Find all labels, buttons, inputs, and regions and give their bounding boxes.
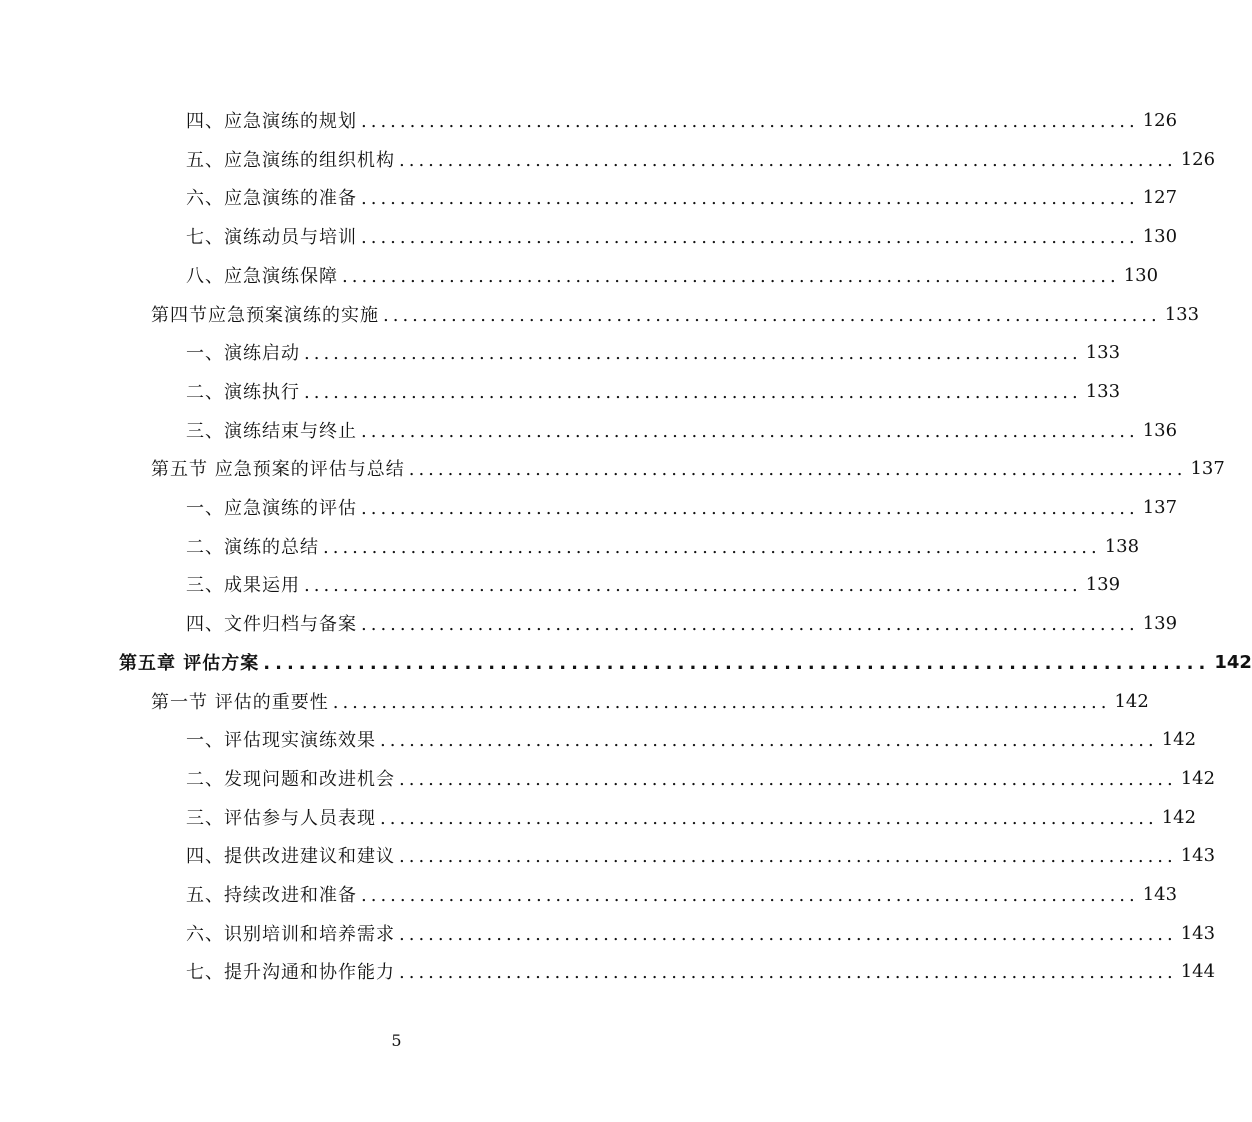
toc-dot-leader: ................................................................................ [399, 149, 1177, 171]
toc-entry-title: 二、发现问题和改进机会 [186, 769, 395, 790]
toc-dot-leader: ................................................................................ [361, 110, 1139, 132]
toc-entry-page: 142 [1180, 767, 1216, 789]
toc-dot-leader: ................................................................................ [361, 613, 1139, 635]
toc-entry-title: 三、成果运用 [186, 575, 300, 596]
toc-entry-title: 二、演练执行 [186, 382, 300, 403]
toc-dot-leader: ................................................................................ [304, 342, 1082, 364]
toc-entry-title: 三、演练结束与终止 [186, 421, 357, 442]
toc-dot-leader: ................................................................................ [408, 458, 1187, 480]
toc-entry-title: 八、应急演练保障 [186, 266, 338, 287]
toc-dot-leader: ................................................................................ [342, 265, 1120, 287]
toc-entry-title: 四、提供改进建议和建议 [186, 846, 395, 867]
toc-entry-page: 138 [1104, 535, 1140, 557]
toc-entry-page: 144 [1180, 960, 1216, 982]
toc-entry-page: 130 [1123, 264, 1159, 286]
toc-dot-leader: ................................................................................ [361, 226, 1139, 248]
toc-dot-leader: ................................................................................ [332, 691, 1111, 713]
toc-entry-page: 130 [1142, 225, 1178, 247]
toc-dot-leader: ................................................................................ [323, 536, 1101, 558]
toc-entry-title: 五、应急演练的组织机构 [186, 150, 395, 171]
toc-entry-page: 133 [1164, 303, 1200, 325]
toc-entry-page: 126 [1180, 148, 1216, 170]
toc-entry-title: 第五章 评估方案 [119, 653, 260, 674]
toc-dot-leader: ................................................................................ [263, 652, 1211, 674]
toc-entry-chapter[interactable] [119, 643, 1252, 681]
toc-dot-leader: ................................................................................ [304, 574, 1082, 596]
toc-entry-title: 第四节应急预案演练的实施 [151, 305, 379, 326]
toc-dot-leader: ................................................................................ [383, 304, 1161, 326]
toc-entry-page: 143 [1142, 883, 1178, 905]
toc-entry-item[interactable] [186, 527, 1140, 565]
toc-entry-section[interactable] [151, 682, 1149, 720]
toc-entry-item[interactable] [186, 836, 1216, 874]
toc-dot-leader: ................................................................................ [380, 807, 1158, 829]
toc-entry-page: 126 [1142, 109, 1178, 131]
toc-entry-item[interactable] [186, 140, 1216, 178]
toc-entry-item[interactable] [186, 565, 1121, 603]
toc-entry-page: 142 [1161, 806, 1197, 828]
toc-entry-title: 五、持续改进和准备 [186, 885, 357, 906]
toc-entry-title: 第五节 应急预案的评估与总结 [151, 459, 405, 480]
toc-entry-title: 七、提升沟通和协作能力 [186, 962, 395, 983]
toc-entry-page: 136 [1142, 419, 1178, 441]
toc-entry-title: 七、演练动员与培训 [186, 227, 357, 248]
toc-dot-leader: ................................................................................ [361, 884, 1139, 906]
toc-entry-page: 127 [1142, 186, 1178, 208]
toc-entry-item[interactable] [186, 101, 1178, 139]
toc-entry-item[interactable] [186, 217, 1178, 255]
toc-entry-item[interactable] [186, 798, 1197, 836]
toc-dot-leader: ................................................................................ [361, 497, 1139, 519]
toc-entry-item[interactable] [186, 914, 1216, 952]
toc-entry-title: 四、文件归档与备案 [186, 614, 357, 635]
toc-entry-item[interactable] [186, 604, 1178, 642]
toc-entry-page: 142 [1214, 651, 1252, 673]
toc-entry-title: 二、演练的总结 [186, 537, 319, 558]
toc-entry-item[interactable] [186, 720, 1197, 758]
toc-entry-section[interactable] [151, 295, 1200, 333]
page-number: 5 [391, 1031, 402, 1050]
toc-entry-title: 第一节 评估的重要性 [151, 692, 329, 713]
toc-entry-page: 143 [1180, 922, 1216, 944]
toc-entry-page: 139 [1085, 573, 1121, 595]
toc-entry-section[interactable] [151, 449, 1225, 487]
toc-entry-item[interactable] [186, 256, 1159, 294]
toc-entry-page: 133 [1085, 341, 1121, 363]
toc-entry-title: 六、识别培训和培养需求 [186, 924, 395, 945]
toc-entry-title: 一、演练启动 [186, 343, 300, 364]
toc-entry-item[interactable] [186, 372, 1121, 410]
toc-dot-leader: ................................................................................ [399, 845, 1177, 867]
toc-entry-item[interactable] [186, 875, 1178, 913]
toc-entry-page: 133 [1085, 380, 1121, 402]
toc-entry-title: 一、评估现实演练效果 [186, 730, 376, 751]
toc-dot-leader: ................................................................................ [399, 923, 1177, 945]
toc-dot-leader: ................................................................................ [380, 729, 1158, 751]
toc-dot-leader: ................................................................................ [361, 420, 1139, 442]
toc-entry-item[interactable] [186, 759, 1216, 797]
toc-entry-page: 143 [1180, 844, 1216, 866]
toc-dot-leader: ................................................................................ [399, 961, 1177, 983]
toc-entry-title: 四、应急演练的规划 [186, 111, 357, 132]
toc-entry-item[interactable] [186, 333, 1121, 371]
toc-entry-page: 139 [1142, 612, 1178, 634]
toc-entry-item[interactable] [186, 411, 1178, 449]
toc-entry-title: 六、应急演练的准备 [186, 188, 357, 209]
toc-entry-title: 三、评估参与人员表现 [186, 808, 376, 829]
toc-entry-page: 137 [1190, 457, 1225, 479]
toc-entry-item[interactable] [186, 488, 1178, 526]
toc-dot-leader: ................................................................................ [361, 187, 1139, 209]
toc-entry-page: 142 [1114, 690, 1149, 712]
toc-dot-leader: ................................................................................ [399, 768, 1177, 790]
toc-entry-page: 137 [1142, 496, 1178, 518]
toc-dot-leader: ................................................................................ [304, 381, 1082, 403]
toc-entry-title: 一、应急演练的评估 [186, 498, 357, 519]
toc-entry-page: 142 [1161, 728, 1197, 750]
toc-entry-item[interactable] [186, 952, 1216, 990]
toc-entry-item[interactable] [186, 178, 1178, 216]
